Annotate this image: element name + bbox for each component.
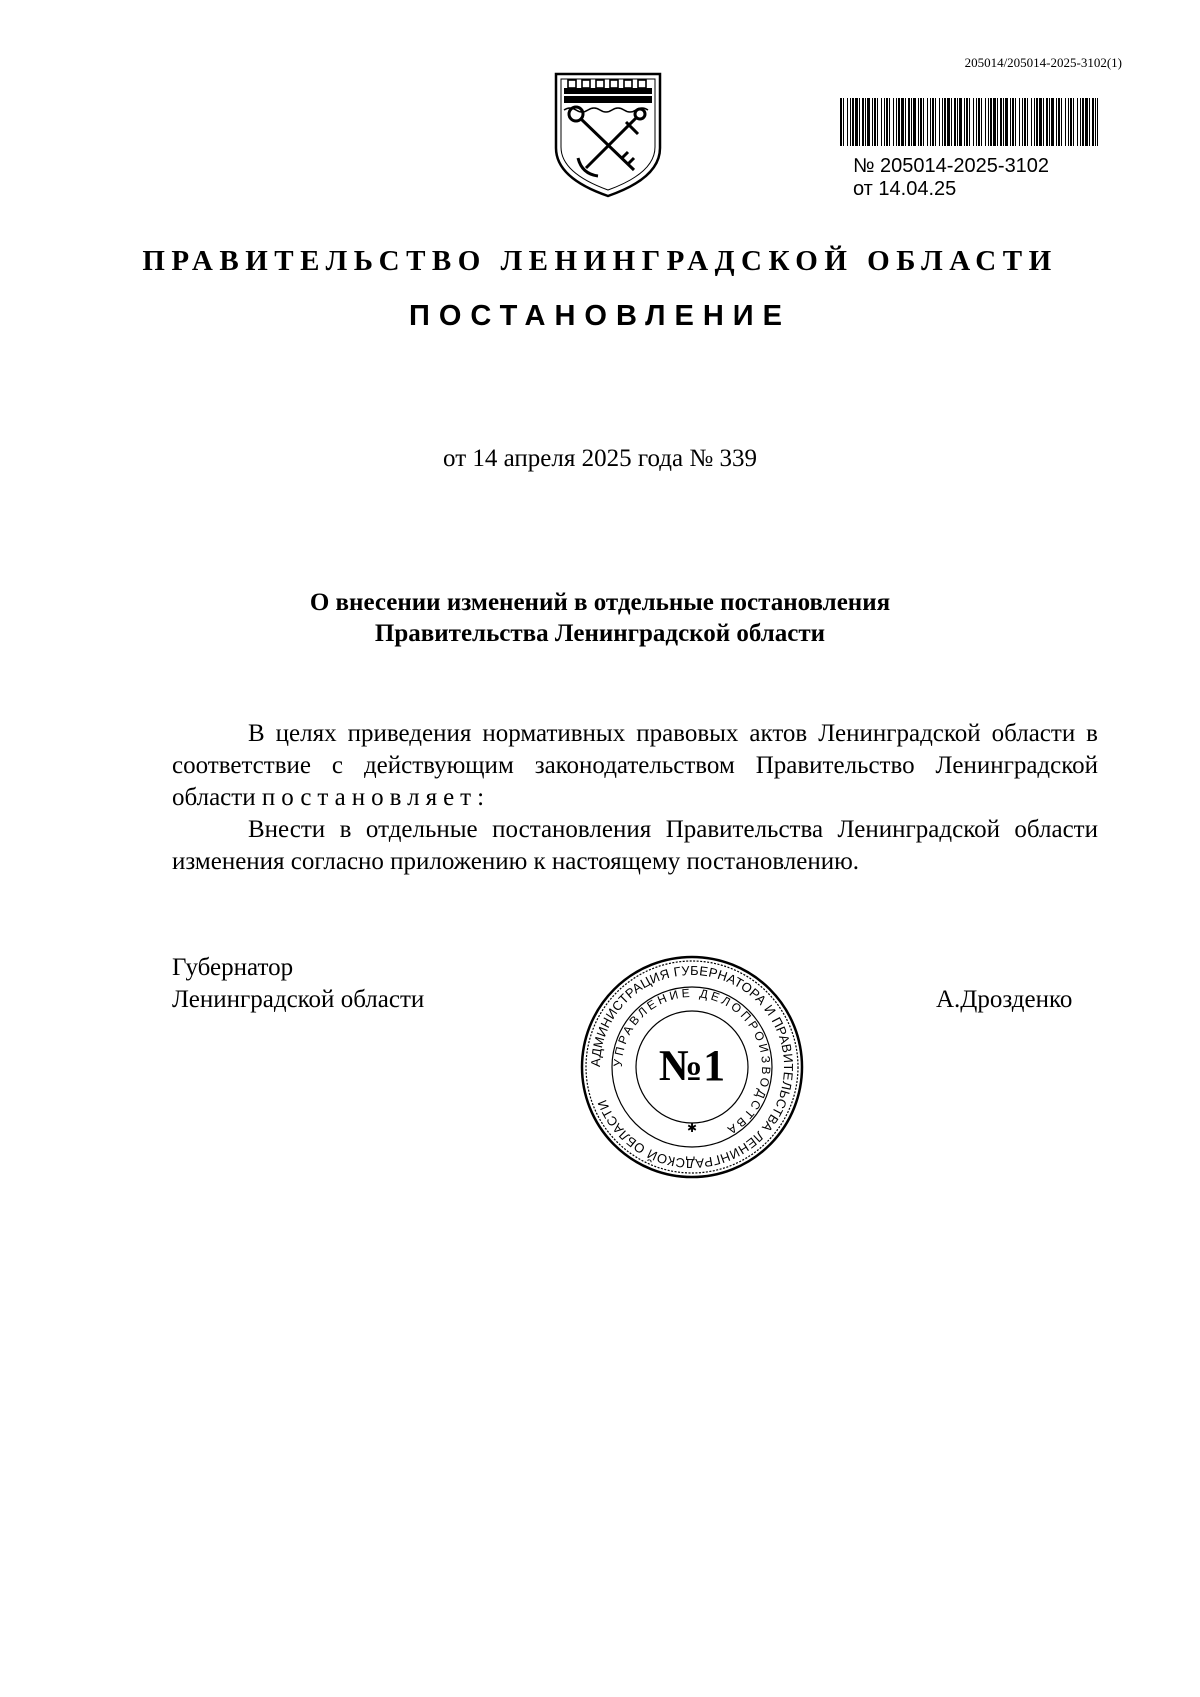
barcode-bar — [1085, 98, 1088, 146]
barcode-bar — [969, 98, 970, 146]
barcode-bar — [843, 98, 844, 146]
barcode-bar — [874, 98, 876, 146]
barcode-bar — [1043, 98, 1044, 146]
document-date-number: от 14 апреля 2025 года № 339 — [443, 445, 757, 472]
signer-name: А.Дрозденко — [936, 986, 1073, 1013]
barcode-bar — [1065, 98, 1066, 146]
barcode-bar — [855, 98, 858, 146]
barcode-bar — [893, 98, 894, 146]
barcode-bar — [881, 98, 882, 146]
seal-outer-text: АДМИНИСТРАЦИЯ ГУБЕРНАТОРА И ПРАВИТЕЛЬСТВА ЛЕНИНГРАДСКОЙ ОБЛАСТИ — [587, 962, 797, 1172]
barcode-bar — [964, 98, 965, 146]
barcode-bar — [1070, 98, 1072, 146]
barcode-bar — [1080, 98, 1081, 146]
barcode-bar — [847, 98, 848, 146]
barcode-bar — [932, 98, 934, 146]
barcode-bar — [852, 98, 854, 146]
barcode-bar — [1097, 98, 1098, 146]
barcode-bar — [862, 98, 864, 146]
document-subject — [0, 587, 1200, 649]
barcode-bar — [1005, 98, 1008, 146]
barcode-bar — [935, 98, 936, 146]
paragraph-resolution: Внести в отдельные постановления Правительства Ленинградской области изменения согласно приложению к настоящему постановлению. — [172, 816, 1098, 875]
barcode-bar — [1049, 98, 1050, 146]
barcode-bar — [1027, 98, 1028, 146]
barcode-bar — [1073, 98, 1074, 146]
barcode-bar — [1010, 98, 1011, 146]
barcode-bar — [896, 98, 897, 146]
barcode-bar — [1068, 98, 1069, 146]
barcode-bar — [993, 98, 996, 146]
barcode-bar — [898, 98, 900, 146]
barcode-bar — [954, 98, 956, 146]
barcode-bar — [867, 98, 870, 146]
barcode-icon — [840, 98, 1098, 146]
barcode-bar — [1031, 98, 1032, 146]
barcode-bar — [990, 98, 992, 146]
seal-center-number: №1 — [658, 1041, 726, 1090]
barcode-bar — [1022, 98, 1023, 146]
barcode-bar — [859, 98, 860, 146]
barcode-bar — [908, 98, 910, 146]
barcode-bar — [951, 98, 952, 146]
barcode-bar — [1036, 98, 1038, 146]
barcode-bar — [905, 98, 906, 146]
barcode-bar — [947, 98, 950, 146]
barcode-bar — [1051, 98, 1054, 146]
barcode-bar — [1003, 98, 1004, 146]
barcode-bar — [988, 98, 989, 146]
barcode-bar — [1056, 98, 1057, 146]
barcode-bar — [911, 98, 912, 146]
registration-date: от 14.04.25 — [853, 178, 957, 200]
official-seal-icon — [577, 952, 807, 1182]
coat-of-arms-icon — [552, 70, 664, 200]
signer-position — [172, 952, 424, 1016]
barcode-bar — [957, 98, 958, 146]
barcode-bar — [927, 98, 928, 146]
barcode-bar — [997, 98, 998, 146]
issuer-title: ПРАВИТЕЛЬСТВО ЛЕНИНГРАДСКОЙ ОБЛАСТИ — [142, 245, 1058, 277]
registration-number: № 205014-2025-3102 — [853, 155, 1050, 177]
subject-line-1: О внесении изменений в отдельные постановления — [309, 589, 891, 616]
barcode-bar — [872, 98, 873, 146]
barcode-bar — [930, 98, 931, 146]
barcode-bar — [918, 98, 919, 146]
barcode-bar — [901, 98, 904, 146]
barcode-bar — [1034, 98, 1035, 146]
signer-title-line-2: Ленинградской области — [172, 986, 425, 1013]
barcode-bar — [1024, 98, 1026, 146]
barcode-bar — [1046, 98, 1048, 146]
barcode-bar — [1061, 98, 1062, 146]
subject-line-2: Правительства Ленинградской области — [374, 620, 826, 647]
resolves-word: постановляет: — [261, 784, 491, 811]
barcode-bar — [840, 98, 842, 146]
barcode-bar — [1077, 98, 1078, 146]
barcode-bar — [1058, 98, 1060, 146]
barcode-bar — [1015, 98, 1016, 146]
barcode-bar — [973, 98, 974, 146]
barcode-bar — [889, 98, 890, 146]
barcode-bar — [959, 98, 962, 146]
barcode-bar — [1039, 98, 1042, 146]
barcode-bar — [966, 98, 968, 146]
document-body — [172, 718, 1098, 878]
barcode-bar — [978, 98, 980, 146]
document-reference: 205014/205014-2025-3102(1) — [964, 55, 1122, 70]
barcode-bar — [865, 98, 866, 146]
barcode-bar — [1012, 98, 1014, 146]
barcode-bar — [985, 98, 986, 146]
barcode-bar — [884, 98, 885, 146]
barcode-bar — [923, 98, 924, 146]
barcode-bar — [1089, 98, 1090, 146]
barcode-bar — [886, 98, 888, 146]
seal-inner-text: УПРАВЛЕНИЕ ДЕЛОПРОИЗВОДСТВА — [610, 985, 774, 1139]
barcode-bar — [850, 98, 851, 146]
preamble-text: В целях приведения нормативных правовых актов Ленинградской области в соответствие с действующим законодательством Правительство Ленинградской области — [172, 720, 1098, 811]
barcode-bar — [944, 98, 946, 146]
barcode-bar — [1092, 98, 1094, 146]
paragraph-preamble — [172, 718, 1098, 814]
barcode-bar — [877, 98, 878, 146]
barcode-bar — [981, 98, 982, 146]
barcode-bar — [913, 98, 916, 146]
barcode-bar — [942, 98, 943, 146]
barcode-bar — [920, 98, 922, 146]
signer-title-line-1: Губернатор — [172, 954, 294, 981]
seal-star-icon: ✱ — [686, 1121, 698, 1135]
barcode-bar — [976, 98, 977, 146]
barcode-bar — [1095, 98, 1096, 146]
barcode-bar — [1019, 98, 1020, 146]
barcode-bar — [1000, 98, 1002, 146]
barcode-bar — [939, 98, 940, 146]
barcode-bar — [1082, 98, 1084, 146]
document-type: ПОСТАНОВЛЕНИЕ — [409, 300, 791, 332]
